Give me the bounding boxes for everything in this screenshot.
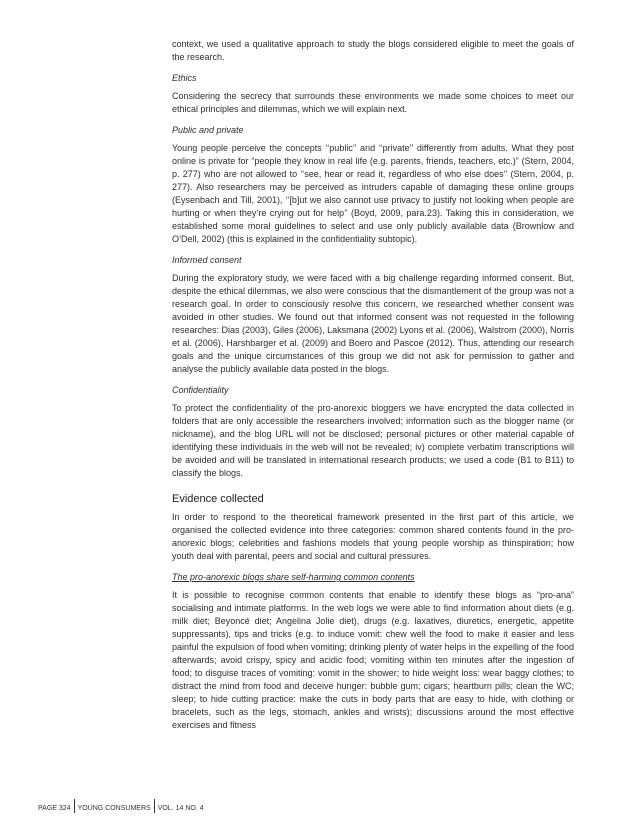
page-number: PAGE 324 bbox=[38, 804, 71, 812]
pro-ana-paragraph: It is possible to recognise common contents that enable to identify these blogs as “pro-ana” socialising and intimate platforms. In the web logs we were able to find information about diets (e.g. milk diet; Beyoncé diet; Angelina Jolie diet), drugs (e.g. laxatives, diuretics, energetic, appetite suppressants), tips and tricks (e.g. to induce vomit: chew well the food to make it easier and less painful the expulsion of food when vomiting; drinking plenty of water helps in the expelling of the food afterwards; avoid crispy, spicy and acidic food; vomiting within ten minutes after the ingestion of food; to disguise traces of vomiting: vomit in the shower; to hide weight loss: wear baggy clothes; to distract the mind from food and deceive hunger: bubble gum; cigars; heartburn pills; clean the WC; sleep; to hide cutting practice: make the cuts in body parts that are easy to hide, with clothing or bracelets, such as the legs, stomach, ankles and wrists); discussions around the most effective exercises and fitness bbox=[172, 590, 574, 730]
confidentiality-paragraph: To protect the confidentiality of the pro-anorexic bloggers we have encrypted the data collected in folders that are only accessible the researchers involved; information such as the blogger name (or nickname), and the blog URL will not be disclosed; personal pictures or other material capable of identifying these individuals in the web will not be revealed; iv) complete verbatim transcriptions will be avoided and will be translated in international research products; we used a code (B1 to B11) to classify the blogs. bbox=[172, 403, 574, 478]
intro-paragraph: context, we used a qualitative approach to study the blogs considered eligible to meet the goals of the research. bbox=[172, 39, 574, 62]
informed-consent-heading: Informed consent bbox=[172, 255, 242, 265]
ethics-heading: Ethics bbox=[172, 73, 197, 83]
journal-volume: VOL. 14 NO. 4 bbox=[157, 804, 204, 812]
public-private-paragraph: Young people perceive the concepts ‘‘public’’ and ‘‘private’’ differently from adults. What they post online is private for “people they know in real life (e.g. parents, friends, teachers, etc.)” (Stern, 2004, p. 277) who are not allowed to ‘‘see, hear or read it, regardless of who else does’’ (Stern, 2004, p. 277). Also researchers may be perceived as intruders capable of damaging these online groups (Eysenbach and Till, 2001), ‘‘[b]ut we also cannot use privacy to justify not looking when people are hurting or when they’re crying out for help’’ (Boyd, 2009, para.23). Taking this in consideration, we established some moral guidelines to select and use only publicly available data (Brownlow and O’Dell, 2002) (this is explained in the confidentiality subtopic). bbox=[172, 143, 574, 244]
page-footer bbox=[38, 801, 204, 815]
journal-name: YOUNG CONSUMERS bbox=[77, 804, 151, 812]
evidence-collected-paragraph: In order to respond to the theoretical framework presented in the first part of this article, we organised the collected evidence into three categories: common shared contents found in the pro-anorexic blogs; celebrities and fashions models that young people worship as thinspiration; how youth deal with parental, peers and social and cultural pressures. bbox=[172, 512, 574, 561]
article-body bbox=[172, 38, 574, 738]
pro-ana-heading: The pro-anorexic blogs share self-harming common contents bbox=[172, 572, 415, 582]
public-private-heading: Public and private bbox=[172, 125, 244, 135]
informed-consent-paragraph: During the exploratory study, we were faced with a big challenge regarding informed consent. But, despite the ethical dilemmas, we also were conscious that the dismantlement of the group was not a research goal. In order to consciously resolve this concern, we researched whether consent was avoided in other studies. We found out that informed consent was not requested in the following researches: Dias (2003), Giles (2006), Laksmana (2002) Lyons et al. (2006), Walstrom (2000), Norris et al. (2006), Harshbarger et al. (2009) and Boero and Pascoe (2012). Thus, attending our research goals and the unique circumstances of this group we did not ask for permission to gather and analyse the publicly available data posted in the blogs. bbox=[172, 273, 574, 374]
evidence-collected-heading: Evidence collected bbox=[172, 493, 264, 505]
footer-divider bbox=[74, 799, 75, 813]
confidentiality-heading: Confidentiality bbox=[172, 385, 229, 395]
footer-divider bbox=[154, 799, 155, 813]
ethics-paragraph: Considering the secrecy that surrounds these environments we made some choices to meet our ethical principles and dilemmas, which we will explain next. bbox=[172, 91, 574, 114]
